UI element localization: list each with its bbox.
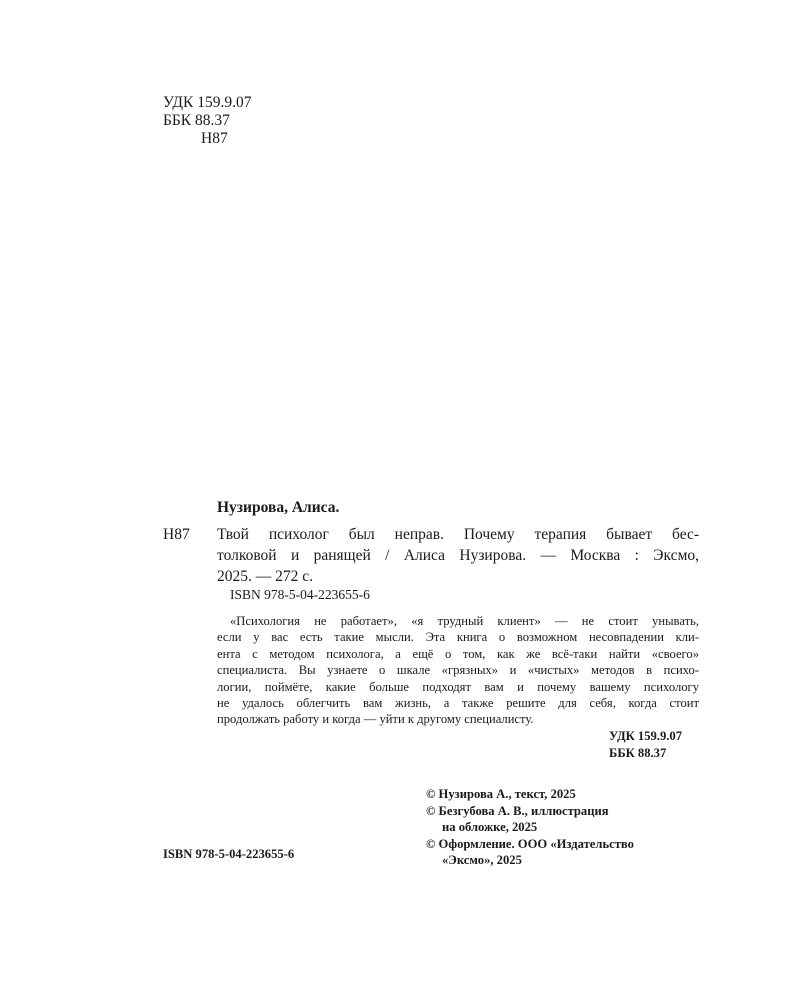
title-line: Твой психолог был неправ. Почему терапия бывает бес- — [217, 526, 699, 543]
classification-block — [163, 94, 251, 148]
classification-codes-right — [609, 728, 682, 761]
title-line: 2025. — 272 с. — [217, 568, 314, 585]
annotation-line: ента с методом психолога, а ещё о том, как же всё-таки найти «своего» — [217, 646, 699, 661]
author-sign: Н87 — [201, 130, 228, 147]
annotation-line: если у вас есть такие мысли. Эта книга о возможном несовпадении кли- — [217, 630, 699, 645]
udk-code-right: УДК 159.9.07 — [609, 729, 682, 743]
bibliographic-description — [217, 524, 699, 587]
copyright-line: © Оформление. ООО «Издательство — [426, 836, 634, 851]
title-line: толковой и ранящей / Алиса Нузирова. — Москва : Эксмо, — [217, 547, 699, 564]
copyright-block — [426, 786, 634, 869]
annotation-line: продолжать работу и когда — уйти к другому специалисту. — [217, 712, 534, 727]
copyright-line: © Безгубова А. В., иллюстрация — [426, 803, 609, 818]
isbn-bottom: ISBN 978-5-04-223655-6 — [163, 847, 295, 861]
annotation-line: «Психология не работает», «я трудный клиент» — не стоит унывать, — [230, 614, 699, 628]
annotation-line: логии, поймёте, какие больше подходят вам и почему вашему психологу — [217, 679, 699, 694]
udk-code: УДК 159.9.07 — [163, 94, 252, 111]
isbn-line: ISBN 978-5-04-223655-6 — [230, 587, 370, 602]
copyright-line: «Эксмо», 2025 — [442, 853, 522, 867]
bbk-code-right: ББК 88.37 — [609, 745, 667, 760]
copyright-line: на обложке, 2025 — [442, 820, 538, 834]
bbk-code: ББК 88.37 — [163, 112, 230, 129]
annotation-line: специалиста. Вы узнаете о шкале «грязных» и «чистых» методов в психо- — [217, 663, 699, 678]
annotation — [217, 613, 699, 728]
annotation-line: не удалось облегчить вам жизнь, а также решите для себя, когда стоит — [217, 696, 699, 711]
copyright-line: © Нузирова А., текст, 2025 — [426, 787, 576, 801]
author-sign-left: Н87 — [163, 526, 190, 543]
author-heading: Нузирова, Алиса. — [217, 499, 340, 516]
